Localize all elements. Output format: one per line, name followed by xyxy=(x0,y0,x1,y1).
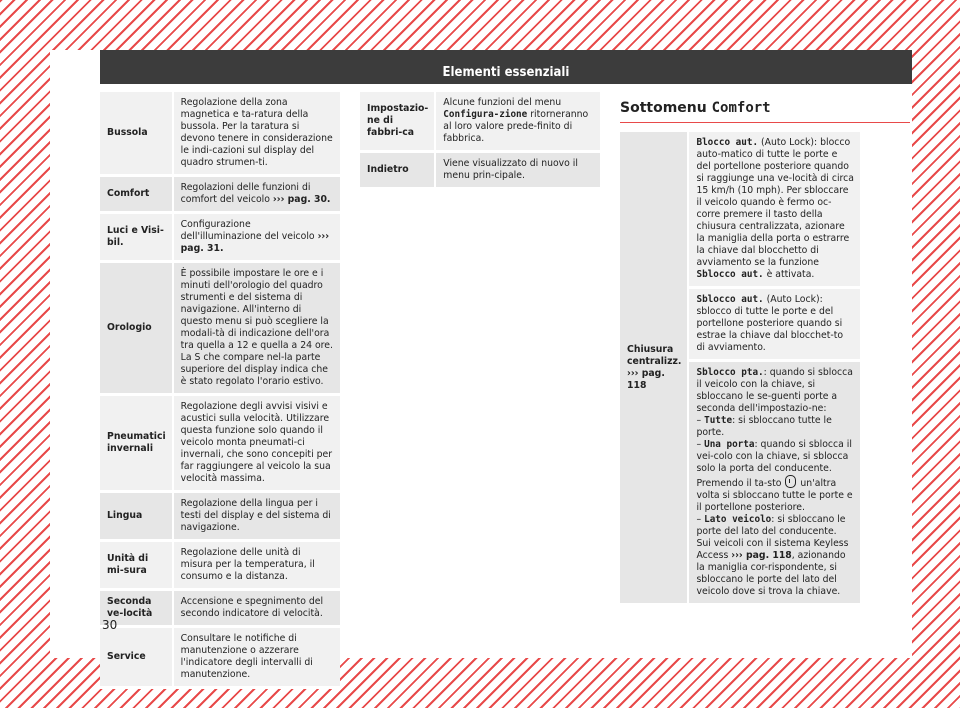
option-name: Sblocco pta. xyxy=(696,367,764,378)
option-name: Una porta xyxy=(704,439,755,450)
header-bar xyxy=(100,50,912,84)
page xyxy=(50,50,912,680)
row-text: Regolazione della lingua per i testi del display e del sistema di navigazione. xyxy=(174,493,340,542)
table-row xyxy=(100,396,340,493)
option-name: Blocco aut. xyxy=(696,137,759,148)
table-row xyxy=(100,628,340,689)
row-text-main: Configurazione dell'illuminazione del veicolo xyxy=(180,219,315,242)
row-key: Comfort xyxy=(100,177,174,214)
table-row xyxy=(360,153,600,190)
table-row xyxy=(100,591,340,628)
row-key: Lingua xyxy=(100,493,174,542)
option-text: (Auto Lock): blocco auto-matico di tutte le porte e del portellone posteriore quando si raggiunge una ve-locità di circa 15 km/h (10 mph). Per sbloccare il veicolo quando è fermo oc-corre premere il tasto della chiusura centralizzata, azionare la maniglia della porta o estrarre la chiave dal blocchetto di avviamento se la funzione xyxy=(696,137,854,268)
menu-name: Configura-zione xyxy=(443,109,528,120)
option-text: : si sbloccano le porte del lato del conducente. xyxy=(696,514,846,537)
list-dash: – xyxy=(696,415,702,426)
row-text xyxy=(436,92,600,153)
row-text xyxy=(689,289,860,362)
row-key: Service xyxy=(100,628,174,689)
option-text: : si sbloccano tutte le porte. xyxy=(696,415,832,438)
row-text-main: Alcune funzioni del menu xyxy=(443,97,562,108)
table-row xyxy=(100,542,340,591)
row-key: Unità di mi-sura xyxy=(100,542,174,591)
key-icon xyxy=(785,475,796,488)
list-dash: – xyxy=(696,514,702,525)
row-key: Luci e Visi-bil. xyxy=(100,214,174,263)
row-key-label: Chiusura centralizz. xyxy=(627,343,682,367)
settings-table-left xyxy=(100,92,340,689)
option-text: (Auto Lock): sblocco di tutte le porte e del portellone posteriore quando si estrae la chiave dal blocchet-to di avviamento. xyxy=(696,294,844,353)
row-key xyxy=(620,132,689,606)
page-link[interactable]: ››› pag. 31. xyxy=(180,231,330,254)
section-title-text: Sottomenu xyxy=(620,100,707,116)
page-number: 30 xyxy=(102,618,118,632)
page-link[interactable]: ››› pag. 118 xyxy=(627,367,665,391)
row-key: Indietro xyxy=(360,153,436,190)
table-row xyxy=(620,132,860,289)
page-title: Elementi essenziali xyxy=(442,65,570,80)
option-text: : quando si sblocca il vei-colo con la chiave, si sblocca solo la porta del conducente. Premendo il ta-sto xyxy=(696,439,852,489)
row-key: Orologio xyxy=(100,263,174,396)
row-key: Impostazio-ne di fabbri-ca xyxy=(360,92,436,153)
settings-table-middle xyxy=(360,92,600,190)
row-text-end: ritorneranno al loro valore prede-finito di fabbrica. xyxy=(443,109,589,144)
table-row xyxy=(100,92,340,177)
option-name: Lato veicolo xyxy=(704,514,772,525)
row-text xyxy=(689,132,860,289)
table-row xyxy=(100,214,340,263)
row-text: Regolazione della zona magnetica e ta-ratura della bussola. Per la taratura si devono tenere in considerazione le indi-cazioni sul display del quadro strumen-ti. xyxy=(174,92,340,177)
page-link[interactable]: ››› pag. 118 xyxy=(731,550,792,561)
table-row xyxy=(100,493,340,542)
page-link[interactable]: ››› pag. 30. xyxy=(272,194,331,205)
option-text-end: un'altra volta si sbloccano tutte le porte e il portellone posteriore. xyxy=(696,478,853,513)
section-title xyxy=(620,100,910,116)
row-key: Seconda ve-locità xyxy=(100,591,174,628)
row-text xyxy=(174,214,340,263)
row-text: È possibile impostare le ore e i minuti dell'orologio del quadro strumenti e del sistema di navigazione. All'interno di questo menu si può scegliere la modali-tà di indicazione dell'ora tra quella a 12 e quella a 24 ore. La S che compare nel-la parte superiore del display indica che è stato regolato l'orario estivo. xyxy=(174,263,340,396)
table-row xyxy=(360,92,600,153)
row-text xyxy=(689,362,860,606)
row-text: Regolazione delle unità di misura per la temperatura, il consumo e la distanza. xyxy=(174,542,340,591)
row-text-main: Regolazioni delle funzioni di comfort del veicolo xyxy=(180,182,311,205)
list-dash: – xyxy=(696,439,702,450)
footer-text: Sui veicoli con il sistema Keyless Access xyxy=(696,538,849,561)
option-name: Sblocco aut. xyxy=(696,294,764,305)
row-text: Viene visualizzato di nuovo il menu prin-cipale. xyxy=(436,153,600,190)
row-key: Bussola xyxy=(100,92,174,177)
row-text xyxy=(174,177,340,214)
row-text: Regolazione degli avvisi visivi e acustici sulla velocità. Utilizzare questa funzione solo quando il veicolo monta pneumati-ci invernali, che sono concepiti per far raggiungere al veicolo la sua velocità massima. xyxy=(174,396,340,493)
section-divider xyxy=(620,122,910,123)
footer-text-end: , azionando la maniglia cor-rispondente, si sbloccano le porte del lato del veicolo dove si trova la chiave. xyxy=(696,550,846,597)
table-row xyxy=(100,177,340,214)
table-row xyxy=(100,263,340,396)
section-title-code: Comfort xyxy=(711,100,771,116)
option-text-end: è attivata. xyxy=(766,269,815,280)
option-name: Tutte xyxy=(704,415,733,426)
row-text: Accensione e spegnimento del secondo indicatore di velocità. xyxy=(174,591,340,628)
row-key: Pneumatici invernali xyxy=(100,396,174,493)
comfort-submenu-table xyxy=(620,132,860,606)
row-text: Consultare le notifiche di manutenzione o azzerare l'indicatore degli intervalli di manutenzione. xyxy=(174,628,340,689)
option-name: Sblocco aut. xyxy=(696,269,764,280)
option-text: : quando si sblocca il veicolo con la chiave, si sbloccano le se-guenti porte a seconda dell'impostazio-ne: xyxy=(696,367,853,414)
